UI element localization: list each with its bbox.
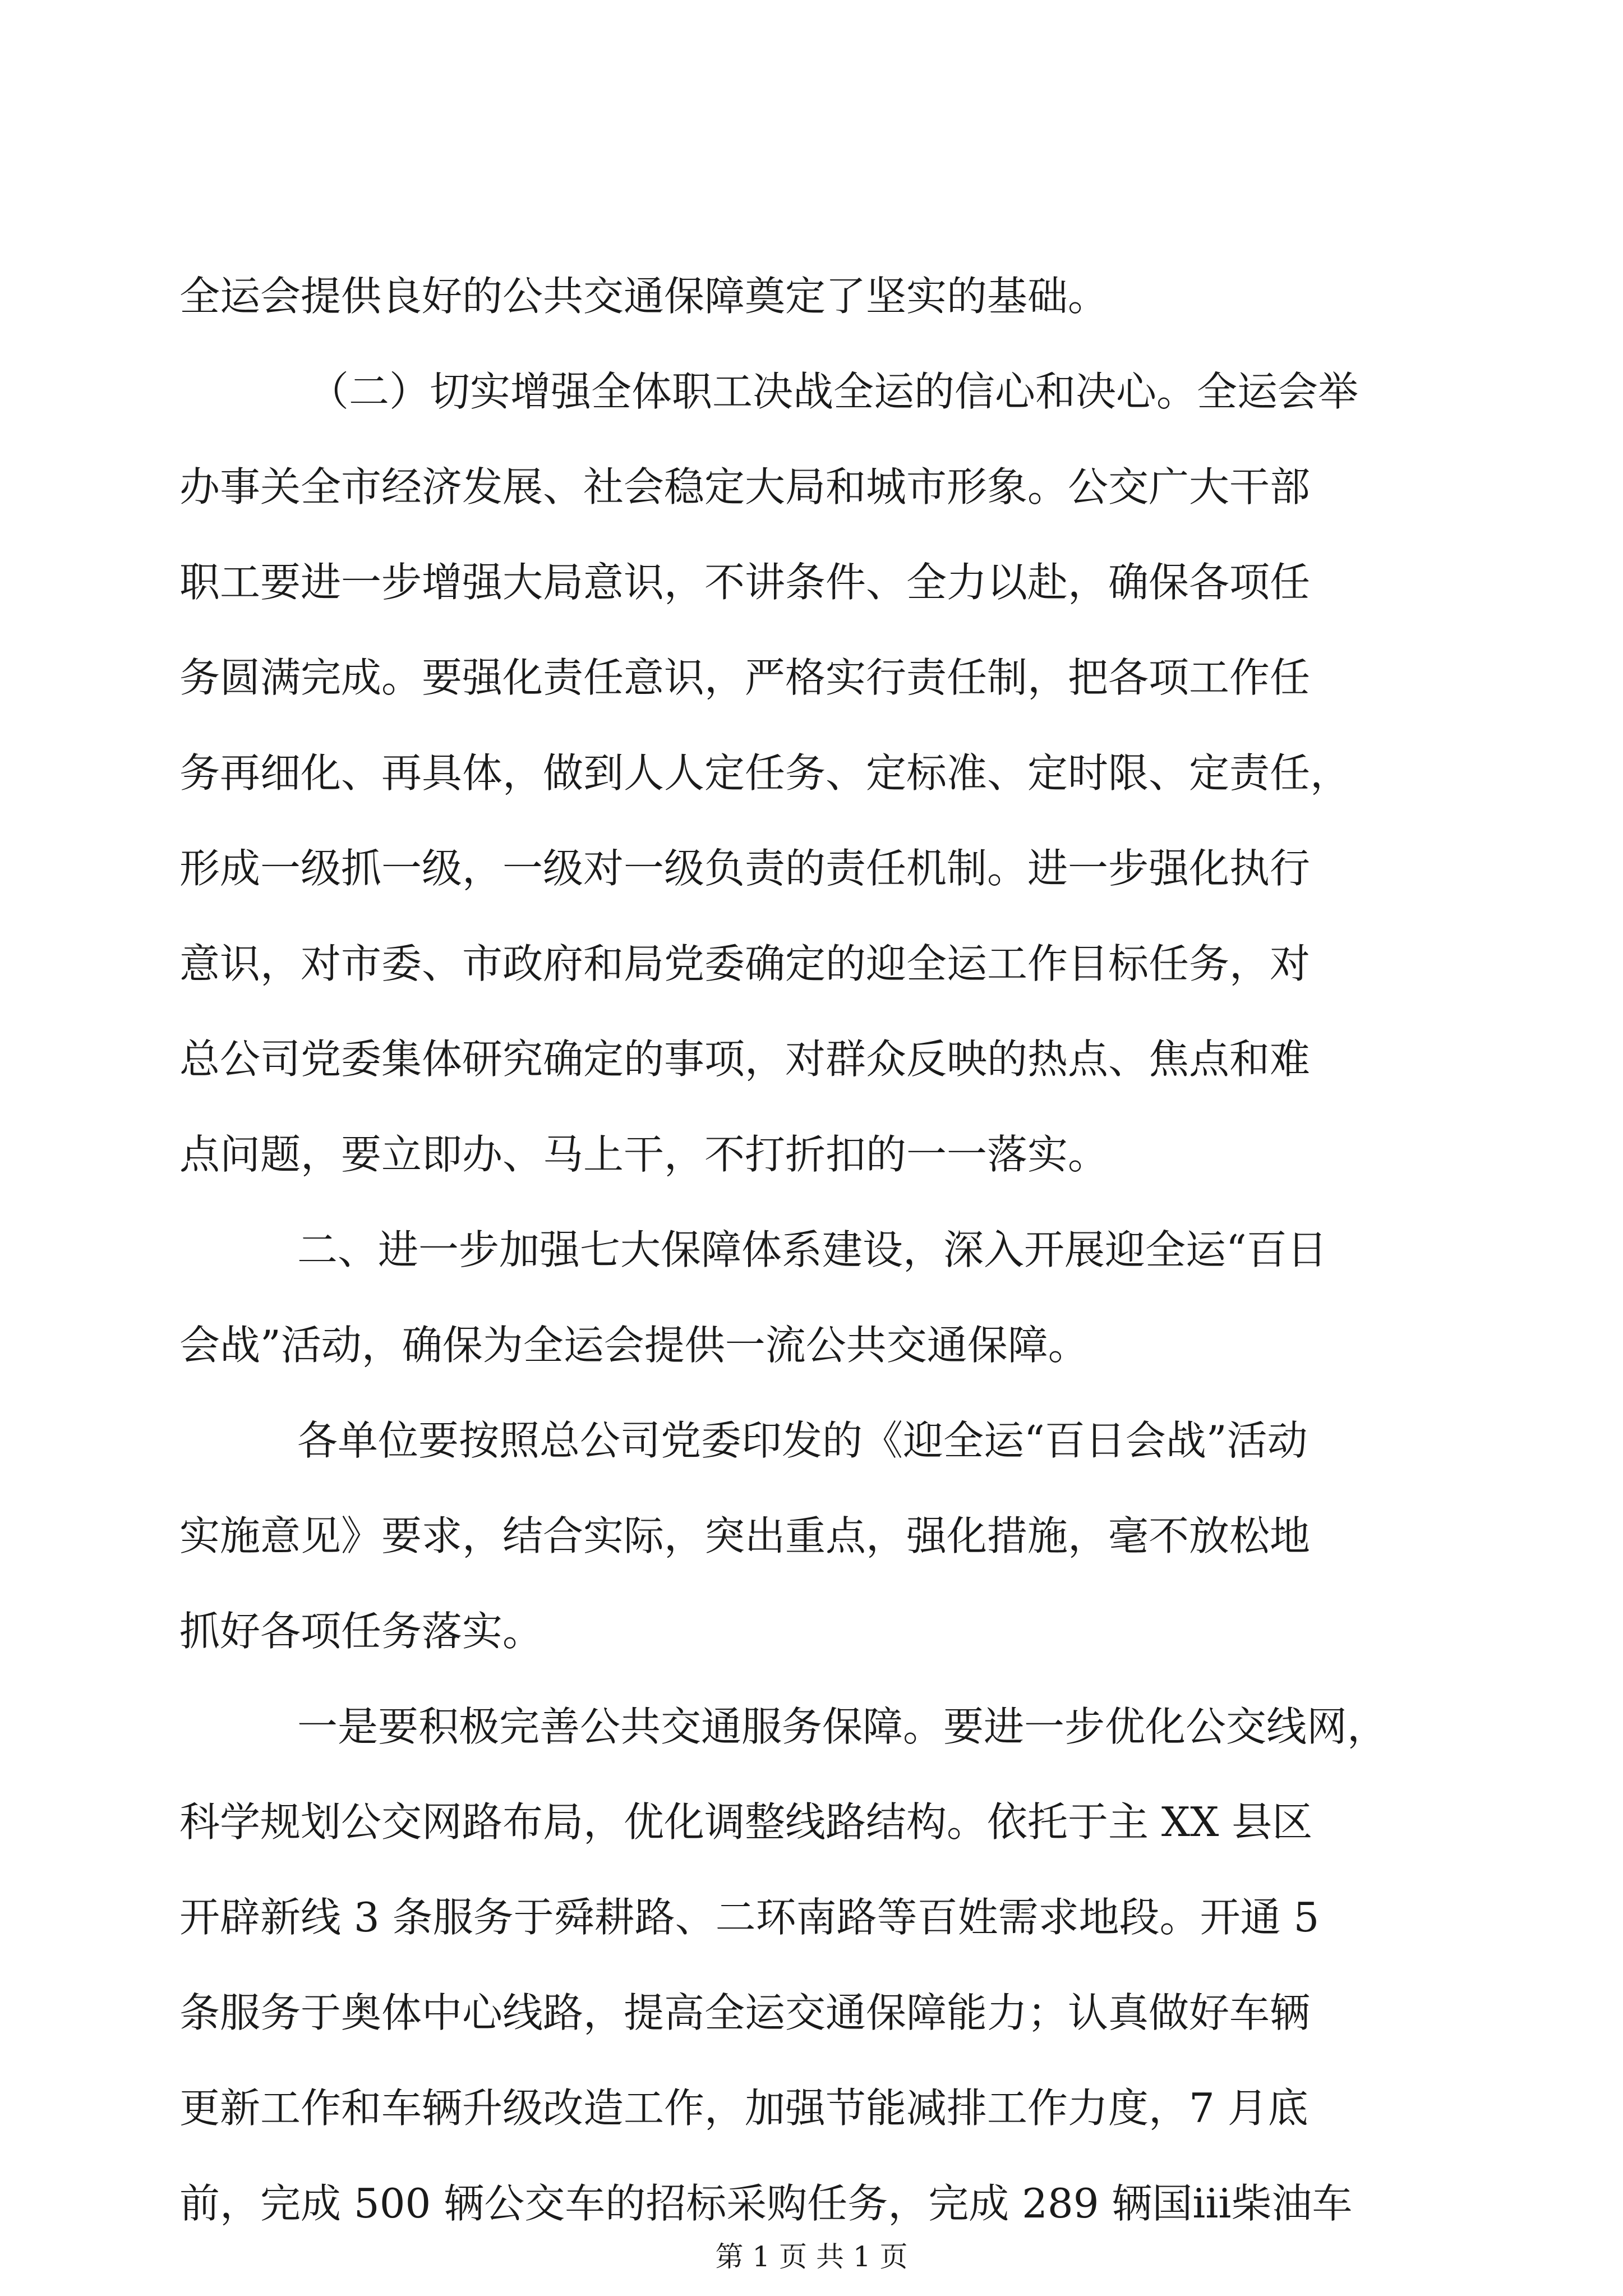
text-line-content: 二、进一步加强七大保障体系建设，深入开展迎全运“百日 bbox=[297, 1226, 1327, 1273]
text-line-content: 全运会提供良好的公共交通保障奠定了坚实的基础。 bbox=[179, 273, 1109, 320]
text-line-content: 更新工作和车辆升级改造工作，加强节能减排工作力度，7 月底 bbox=[179, 2085, 1308, 2132]
text-line-content: 各单位要按照总公司党委印发的《迎全运“百日会战”活动 bbox=[297, 1417, 1308, 1464]
text-line-content: 总公司党委集体研究确定的事项，对群众反映的热点、焦点和难 bbox=[179, 1036, 1311, 1083]
text-line-content: 实施意见》要求，结合实际，突出重点，强化措施，毫不放松地 bbox=[179, 1512, 1311, 1559]
text-line-content: 开辟新线 3 条服务于舜耕路、二环南路等百姓需求地段。开通 5 bbox=[179, 1894, 1320, 1941]
page-footer: 第 1 页 共 1 页 bbox=[715, 2240, 908, 2273]
text-line-content: 会战”活动，确保为全运会提供一流公共交通保障。 bbox=[179, 1322, 1089, 1369]
text-line-content: 职工要进一步增强大局意识，不讲条件、全力以赴，确保各项任 bbox=[179, 559, 1311, 606]
text-line bbox=[0, 650, 1623, 706]
text-line-content: 条服务于奥体中心线路，提高全运交通保障能力；认真做好车辆 bbox=[179, 1989, 1311, 2036]
text-line bbox=[0, 268, 1623, 324]
text-line bbox=[0, 1031, 1623, 1087]
text-line-content: 前，完成 500 辆公交车的招标采购任务，完成 289 辆国ⅲ柴油车 bbox=[179, 2180, 1353, 2227]
text-line bbox=[0, 1889, 1623, 1945]
text-line bbox=[0, 936, 1623, 992]
text-line-content: 点问题，要立即办、马上干，不打折扣的一一落实。 bbox=[179, 1131, 1109, 1178]
text-line bbox=[0, 1126, 1623, 1182]
text-line-content: 务圆满完成。要强化责任意识，严格实行责任制，把各项工作任 bbox=[179, 654, 1311, 701]
text-line bbox=[0, 1699, 1623, 1755]
text-line bbox=[0, 364, 1623, 420]
text-line bbox=[0, 1985, 1623, 2041]
text-line-content: （二）切实增强全体职工决战全运的信心和决心。全运会举 bbox=[308, 368, 1359, 415]
text-line bbox=[0, 745, 1623, 801]
text-line-content: 科学规划公交网路布局，优化调整线路结构。依托于主 XX 县区 bbox=[179, 1798, 1313, 1846]
text-line bbox=[0, 2175, 1623, 2231]
text-line-content: 一是要积极完善公共交通服务保障。要进一步优化公交线网， bbox=[297, 1703, 1388, 1750]
text-line bbox=[0, 554, 1623, 610]
text-line bbox=[0, 1794, 1623, 1850]
text-line-content: 意识，对市委、市政府和局党委确定的迎全运工作目标任务，对 bbox=[179, 940, 1311, 987]
text-line-content: 形成一级抓一级，一级对一级负责的责任机制。进一步强化执行 bbox=[179, 845, 1311, 892]
text-line bbox=[0, 1603, 1623, 1659]
text-line bbox=[0, 1412, 1623, 1469]
text-line bbox=[0, 1508, 1623, 1564]
text-line-content: 务再细化、再具体，做到人人定任务、定标准、定时限、定责任， bbox=[179, 749, 1351, 797]
text-line bbox=[0, 2080, 1623, 2136]
text-line bbox=[0, 1317, 1623, 1373]
text-line-content: 抓好各项任务落实。 bbox=[179, 1608, 543, 1655]
text-line-content: 办事关全市经济发展、社会稳定大局和城市形象。公交广大干部 bbox=[179, 463, 1311, 510]
text-line bbox=[0, 459, 1623, 515]
text-line bbox=[0, 1222, 1623, 1278]
text-line bbox=[0, 840, 1623, 896]
